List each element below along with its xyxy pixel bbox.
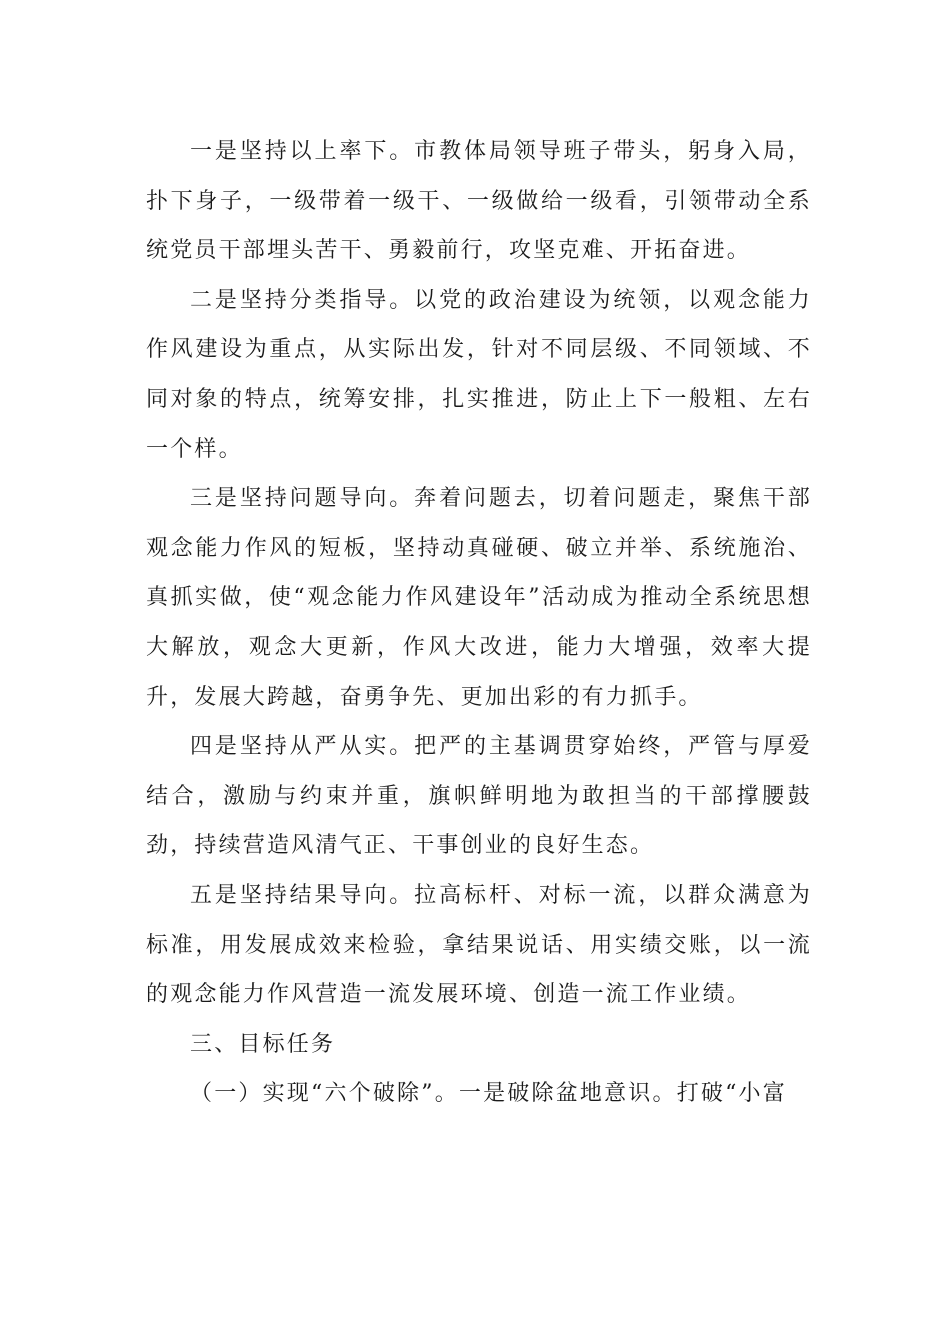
paragraph-principle-3: 三是坚持问题导向。奔着问题去，切着问题走，聚焦干部观念能力作风的短板，坚持动真碰硬、破立并举、系统施治、真抓实做，使“观念能力作风建设年”活动成为推动全系统思想大解放，观念大更新，作风大改进，能力大增强，效率大提升，发展大跨越，奋勇争先、更加出彩的有力抓手。 <box>146 486 812 710</box>
paragraph-six-eliminations: （一）实现“六个破除”。一是破除盆地意识。打破“小富 <box>190 1081 787 1107</box>
section-heading-goals: 三、目标任务 <box>190 1031 336 1057</box>
paragraph-principle-2: 二是坚持分类指导。以党的政治建设为统领，以观念能力作风建设为重点，从实际出发，针对不同层级、不同领域、不同对象的特点，统筹安排，扎实推进，防止上下一般粗、左右一个样。 <box>146 287 812 462</box>
paragraph-principle-1: 一是坚持以上率下。市教体局领导班子带头，躬身入局，扑下身子，一级带着一级干、一级做给一级看，引领带动全系统党员干部埋头苦干、勇毅前行，攻坚克难、开拓奋进。 <box>146 139 812 264</box>
paragraph-principle-4: 四是坚持从严从实。把严的主基调贯穿始终，严管与厚爱结合，激励与约束并重，旗帜鲜明地为敢担当的干部撑腰鼓劲，持续营造风清气正、干事创业的良好生态。 <box>146 734 812 859</box>
document-body <box>146 127 812 1119</box>
paragraph-principle-5: 五是坚持结果导向。拉高标杆、对标一流，以群众满意为标准，用发展成效来检验，拿结果说话、用实绩交账，以一流的观念能力作风营造一流发展环境、创造一流工作业绩。 <box>146 882 812 1008</box>
